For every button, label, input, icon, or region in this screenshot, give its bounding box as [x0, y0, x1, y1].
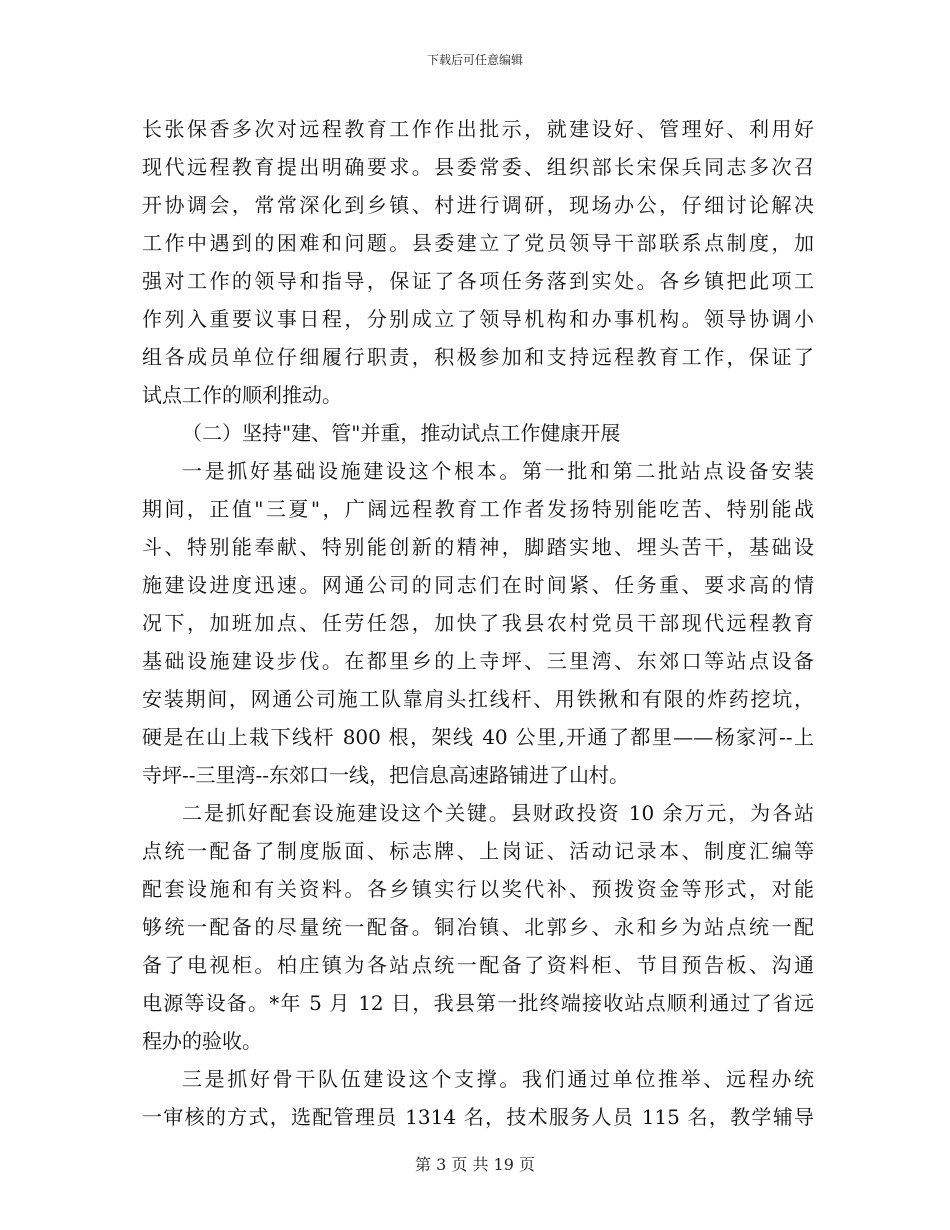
text-line: 基础设施建设步伐。在都里乡的上寺坪、三里湾、东郊口等站点设备	[142, 649, 814, 673]
section-heading: （二）坚持"建、管"并重，推动试点工作健康开展	[182, 421, 621, 445]
document-body	[142, 110, 814, 1136]
text-line: 期间，正值"三夏"，广阔远程教育工作者发扬特别能吃苦、特别能战	[142, 497, 814, 521]
text-line: 斗、特别能奉献、特别能创新的精神，脚踏实地、埋头苦干，基础设	[142, 535, 814, 559]
text-line: 安装期间，网通公司施工队靠肩头扛线杆、用铁揪和有限的炸药挖坑，	[142, 687, 814, 711]
text-line: 长张保香多次对远程教育工作作出批示，就建设好、管理好、利用好	[142, 117, 814, 141]
text-line: 电源等设备。*年 5 月 12 日，我县第一批终端接收站点顺利通过了省远	[142, 991, 814, 1015]
text-line: 现代远程教育提出明确要求。县委常委、组织部长宋保兵同志多次召	[142, 155, 814, 179]
text-line: 开协调会，常常深化到乡镇、村进行调研，现场办公，仔细讨论解决	[142, 193, 814, 217]
text-line: 一审核的方式，选配管理员 1314 名，技术服务人员 115 名，教学辅导	[142, 1105, 814, 1129]
page-number-footer: 第 3 页 共 19 页	[415, 1155, 535, 1174]
text-line: 三是抓好骨干队伍建设这个支撑。我们通过单位推举、远程办统	[182, 1067, 814, 1091]
text-line: 备了电视柜。柏庄镇为各站点统一配备了资料柜、节目预告板、沟通	[142, 953, 814, 977]
text-line: 点统一配备了制度版面、标志牌、上岗证、活动记录本、制度汇编等	[142, 839, 814, 863]
text-line: 寺坪--三里湾--东郊口一线，把信息高速路铺进了山村。	[142, 763, 630, 787]
text-line: 二是抓好配套设施建设这个关键。县财政投资 10 余万元，为各站	[182, 801, 814, 825]
text-line: 配套设施和有关资料。各乡镇实行以奖代补、预拨资金等形式，对能	[142, 877, 814, 901]
text-line: 况下，加班加点、任劳任怨，加快了我县农村党员干部现代远程教育	[142, 611, 814, 635]
text-line: 试点工作的顺利推动。	[142, 383, 342, 407]
text-line: 作列入重要议事日程，分别成立了领导机构和办事机构。领导协调小	[142, 307, 814, 331]
text-line: 组各成员单位仔细履行职责，积极参加和支持远程教育工作，保证了	[142, 345, 814, 369]
text-line: 够统一配备的尽量统一配备。铜冶镇、北郭乡、永和乡为站点统一配	[142, 915, 814, 939]
text-line: 施建设进度迅速。网通公司的同志们在时间紧、任务重、要求高的情	[142, 573, 814, 597]
text-line: 硬是在山上栽下线杆 800 根，架线 40 公里,开通了都里——杨家河--上	[142, 725, 814, 749]
text-line: 一是抓好基础设施建设这个根本。第一批和第二批站点设备安装	[182, 459, 814, 483]
text-line: 程办的验收。	[142, 1029, 262, 1053]
text-line: 强对工作的领导和指导，保证了各项任务落到实处。各乡镇把此项工	[142, 269, 814, 293]
text-line: 工作中遇到的困难和问题。县委建立了党员领导干部联系点制度，加	[142, 231, 814, 255]
page-header: 下载后可任意编辑	[426, 53, 523, 67]
